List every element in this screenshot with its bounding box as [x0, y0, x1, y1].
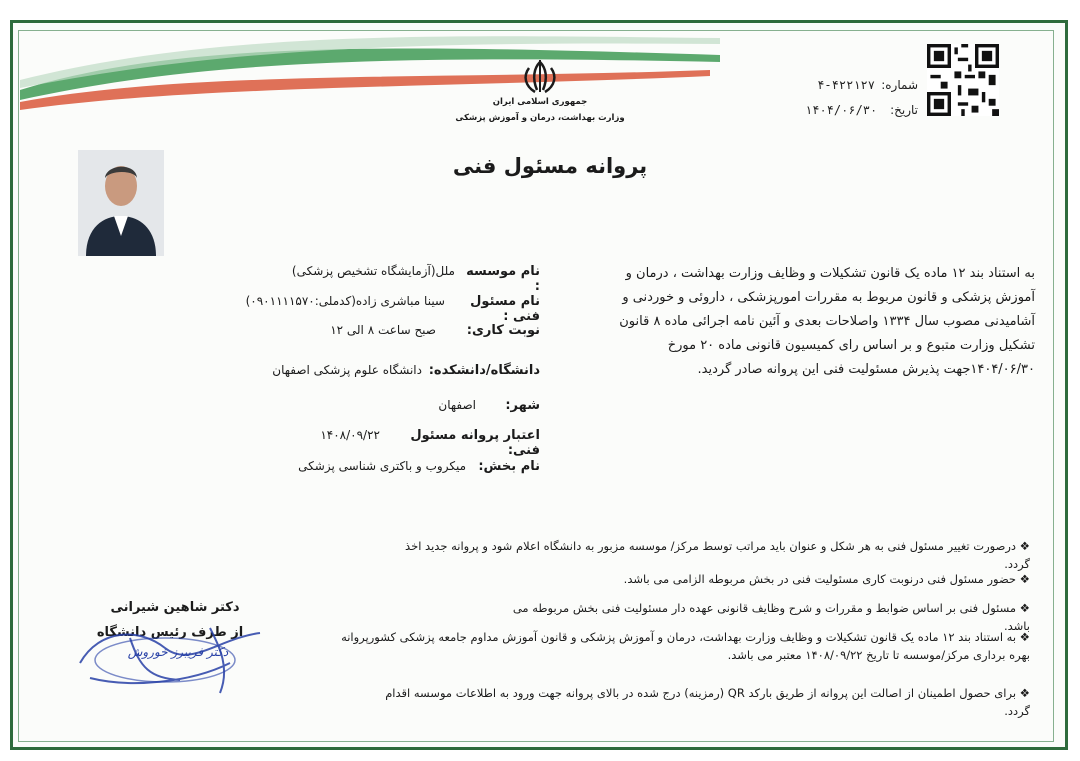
note-text: به استناد بند ۱۲ ماده یک قانون تشکیلات و وظایف وزارت بهداشت، درمان و آموزش پزشکی و قانون آموزش مداوم جامعه پزشکی کشورپروانه بهره برداری مرکز/موسسه تا تاریخ ۱۴۰۸/۰۹/۲۲ معتبر می باشد.	[341, 630, 1030, 662]
field-label-department: نام بخش:	[478, 459, 540, 474]
field-value-department: میکروب و باکتری شناسی پزشکی	[298, 459, 466, 473]
diamond-bullet-icon: ❖	[1016, 601, 1030, 615]
field-value-institution: ملل(آزمایشگاه تشخیص پزشکی)	[291, 264, 455, 278]
diamond-bullet-icon: ❖	[1016, 572, 1030, 586]
field-value-city: اصفهان	[438, 398, 476, 412]
field-value-technical-manager: سینا مباشری زاده(کدملی:۰۹۰۱۱۱۱۵۷۰)	[245, 294, 445, 308]
legal-paragraph: به استناد بند ۱۲ ماده یک قانون تشکیلات و وظایف وزارت بهداشت ، درمان و آموزش پزشکی و قانون مربوط به مقررات امورپزشکی ، داروئی و خوردنی و آشامیدنی مصوب سال ۱۳۳۴ واصلاحات بعدی و آئین نامه اجرائی ماده ۸ قانون تشکیل وزارت متبوع و بر اساس رای کمیسیون قانونی ماده ۲۰ مورخ ۱۴۰۴/۰۶/۳۰جهت پذیرش مسئولیت فنی این پروانه صادر گردید.	[619, 266, 1035, 377]
field-value-shift: صبح ساعت ۸ الی ۱۲	[330, 323, 436, 337]
note-text: برای حصول اطمینان از اصالت این پروانه از طریق بارکد QR (رمزینه) درج شده در بالای پروانه جهت ورود به اطلاعات موسسه اقدام گردد.	[385, 686, 1030, 718]
note-item	[600, 570, 1030, 588]
diamond-bullet-icon: ❖	[1016, 539, 1030, 553]
number-value: ۴-۴۲۲۱۲۷	[817, 78, 875, 92]
note-item	[360, 684, 1030, 720]
note-text: حضور مسئول فنی درنوبت کاری مسئولیت فنی در بخش مربوطه الزامی می باشد.	[623, 572, 1017, 586]
field-label-institution: نام موسسه :	[466, 264, 540, 294]
note-text: مسئول فنی بر اساس ضوابط و مقررات و شرح وظایف قانونی عهده دار مسئولیت فنی بخش مربوطه می باشد.	[512, 601, 1030, 633]
emblem-caption-1: جمهوری اسلامی ایران	[492, 97, 588, 107]
field-value-university: دانشگاه علوم پزشکی اصفهان	[272, 363, 422, 377]
field-label-university: دانشگاه/دانشکده:	[428, 363, 540, 378]
note-item	[320, 628, 1030, 664]
date-label: تاریخ:	[890, 103, 918, 117]
note-text: درصورت تغییر مسئول فنی به هر شکل و عنوان باید مراتب توسط مرکز/ موسسه مزبور به دانشگاه اعلام شود و پروانه جدید اخذ گردد.	[405, 539, 1030, 571]
diamond-bullet-icon: ❖	[1016, 630, 1030, 644]
person-photo-icon	[78, 150, 164, 256]
iran-emblem	[515, 58, 565, 96]
field-label-shift: نوبت کاری:	[466, 323, 540, 338]
emblem-icon	[515, 58, 565, 96]
signatory-name: دکتر شاهین شیرانی	[110, 600, 240, 615]
diamond-bullet-icon: ❖	[1016, 686, 1030, 700]
qr-code[interactable]	[927, 44, 999, 116]
date-value: ۱۴۰۴/۰۶/۳۰	[805, 103, 878, 117]
number-label: شماره:	[881, 78, 918, 92]
field-label-city: شهر:	[505, 398, 540, 413]
emblem-caption-2: وزارت بهداشت، درمان و آموزش پزشکی	[455, 113, 625, 123]
holder-photo	[78, 150, 164, 256]
field-label-validity: اعتبار پروانه مسئول فنی:	[410, 428, 540, 458]
signatory-role: از طرف رئیس دانشگاه	[96, 625, 244, 640]
note-item	[400, 537, 1030, 573]
field-label-technical-manager: نام مسئول فنی :	[470, 294, 540, 324]
field-value-validity: ۱۴۰۸/۰۹/۲۲	[320, 428, 380, 442]
handwritten-signature-text: دکتر فریبرز خوروش	[127, 645, 229, 659]
certificate-title: پروانه مسئول فنی	[452, 154, 648, 178]
